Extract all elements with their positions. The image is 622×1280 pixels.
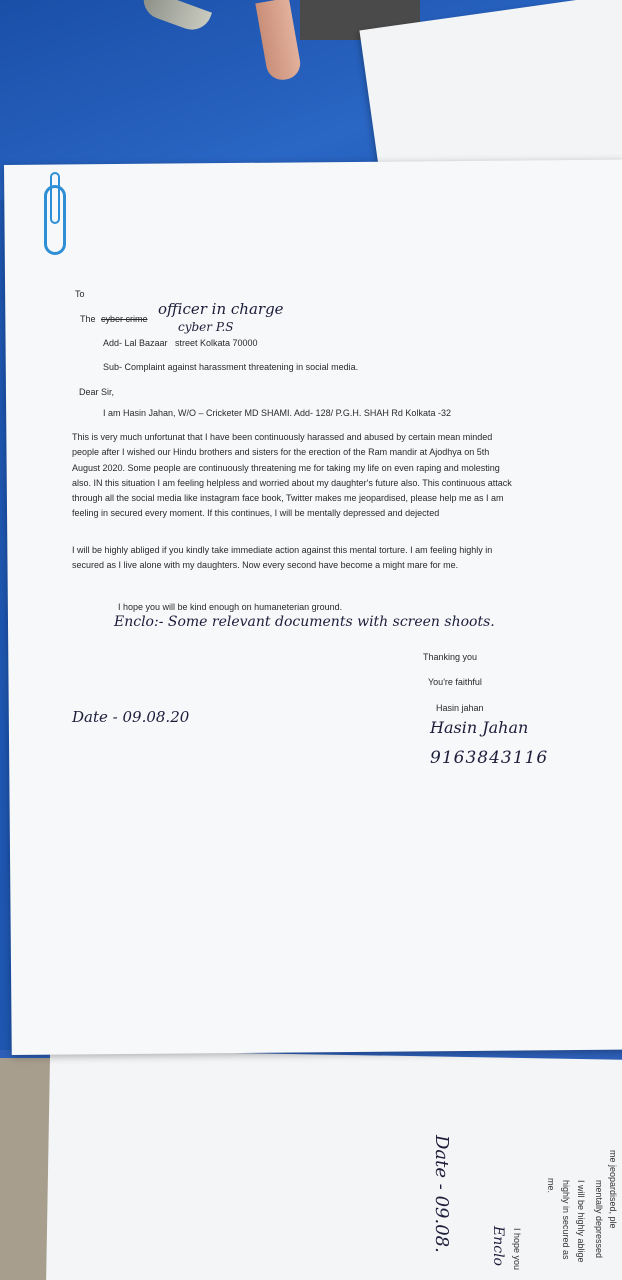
body-paragraph-1: This is very much unfortunat that I have been continuously harassed and abused by certain mean minded people after I wished our Hindu brothers and sisters for the erection of the Ram mandir at Ajodhya on 5th August 2020. Some people are continuously threatening me for taking my life on even raping and molesting also. IN this situation I am feeling helpless and worried about my daughter's future also. This continuous attack through all the social media like instagram face book, Twitter makes me jeopardised, please help me as I am feeling in secured every moment. If this continues, I will be mentally depressed and dejected xyxy=(72,432,512,519)
sender-name: Hasin jahan xyxy=(436,703,484,713)
second-page-enclosure: Enclo xyxy=(490,1226,506,1266)
recipient-prefix: The xyxy=(80,314,96,324)
handwritten-recipient-line-1: officer in charge xyxy=(158,300,284,318)
salutation: Dear Sir, xyxy=(79,387,115,397)
address-suffix: street Kolkata 70000 xyxy=(175,338,258,348)
to-label: To xyxy=(75,289,85,299)
handwritten-phone: 9163843116 xyxy=(430,748,549,768)
handwritten-date: Date - 09.08.20 xyxy=(72,708,190,726)
handwritten-recipient-line-2: cyber P.S xyxy=(178,320,234,334)
second-page-line-4: highly in secured as xyxy=(561,1180,571,1260)
faithful-line: You're faithful xyxy=(428,677,482,687)
signature: Hasin Jahan xyxy=(430,718,529,737)
second-page-line-1: me jeopardised, ple xyxy=(608,1150,618,1229)
struck-recipient: cyber crime xyxy=(101,314,148,324)
paper-clip-inner xyxy=(50,172,60,224)
second-page-line-2: mentally depressed xyxy=(594,1180,604,1259)
second-page-line-5: me. xyxy=(546,1178,556,1194)
handwritten-enclosure: Enclo:- Some relevant documents with screen shoots. xyxy=(114,614,495,630)
intro-line: I am Hasin Jahan, W/O – Cricketer MD SHAMI. Add- 128/ P.G.H. SHAH Rd Kolkata -32 xyxy=(103,408,451,418)
second-page-line-3: I will be highly ablige xyxy=(576,1180,586,1263)
second-page-date: Date - 09.08. xyxy=(431,1135,452,1253)
body-paragraph-2: I will be highly abliged if you kindly take immediate action against this mental torture. I am feeling highly in secured as I live alone with my daughters. Now every second have become a might mare for me. xyxy=(72,545,493,571)
second-page-line-6: I hope you xyxy=(512,1228,522,1271)
subject-line: Sub- Complaint against harassment threatening in social media. xyxy=(103,362,359,372)
address-prefix: Add- Lal Bazaar xyxy=(103,338,168,348)
thanking-line: Thanking you xyxy=(423,652,478,662)
closing-line: I hope you will be kind enough on humaneterian ground. xyxy=(118,602,343,612)
second-page xyxy=(46,1050,622,1280)
